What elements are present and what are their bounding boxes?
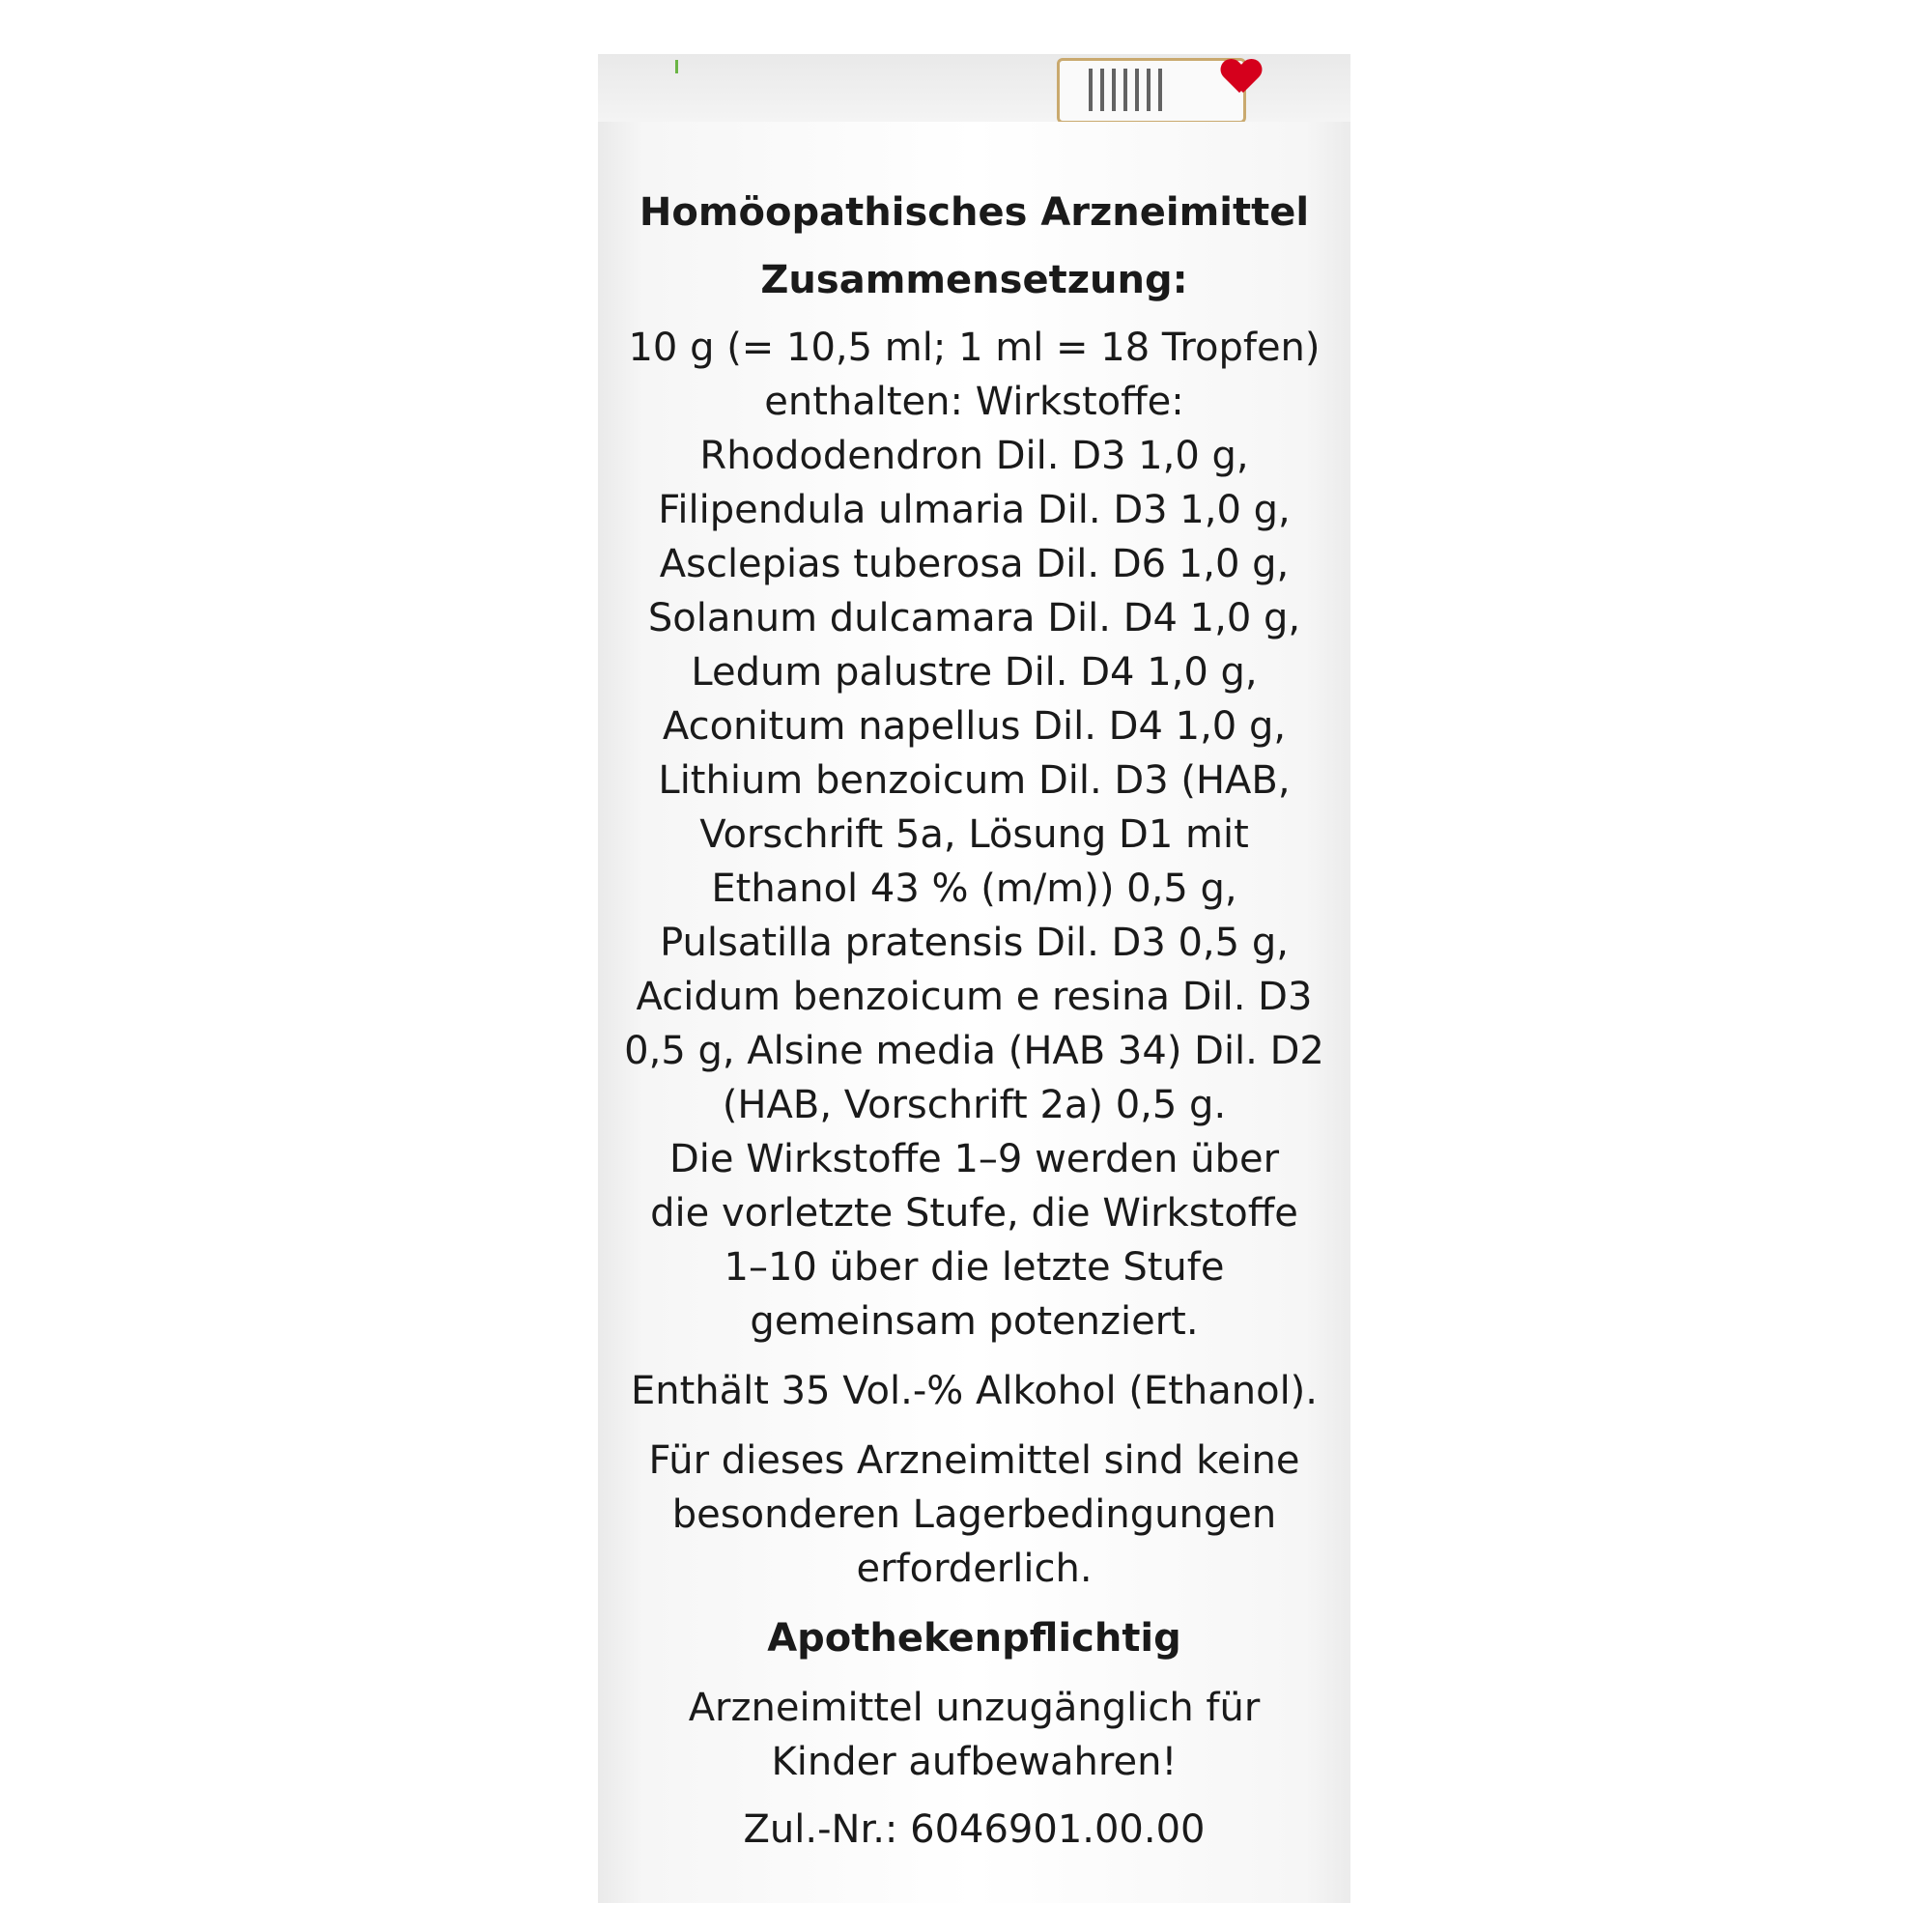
composition-line: die vorletzte Stufe, die Wirkstoffe (650, 1191, 1298, 1236)
alcohol-note: Enthält 35 Vol.-% Alkohol (Ethanol). (630, 1369, 1319, 1413)
children-line: Kinder aufbewahren! (771, 1740, 1178, 1784)
composition-line: Aconitum napellus Dil. D4 1,0 g, (662, 704, 1287, 749)
flap-badge (1057, 58, 1246, 122)
composition-line: Vorschrift 5a, Lösung D1 mit (699, 812, 1249, 857)
label-text-block (598, 185, 1350, 1857)
box-side-panel (598, 122, 1350, 1903)
storage-line: besonderen Lagerbedingungen (671, 1492, 1277, 1537)
composition-title: Zusammensetzung: (760, 258, 1188, 302)
heart-logo-icon (1222, 60, 1261, 95)
composition-line: Die Wirkstoffe 1–9 werden über (668, 1137, 1280, 1181)
composition-line: Ethanol 43 % (m/m)) 0,5 g, (711, 867, 1237, 911)
pharmacy-notice: Apothekenpflichtig (767, 1616, 1181, 1661)
composition-paragraph (598, 321, 1350, 1349)
composition-line: enthalten: Wirkstoffe: (764, 380, 1184, 424)
composition-line: 1–10 über die letzte Stufe (724, 1245, 1225, 1290)
box-top-flap (598, 54, 1350, 122)
composition-line: Acidum benzoicum e resina Dil. D3 (636, 975, 1313, 1019)
children-line: Arzneimittel unzugänglich für (688, 1686, 1261, 1730)
composition-line: Solanum dulcamara Dil. D4 1,0 g, (647, 596, 1301, 640)
registration-number: Zul.-Nr.: 6046901.00.00 (743, 1807, 1206, 1852)
composition-line: Ledum palustre Dil. D4 1,0 g, (691, 650, 1258, 695)
composition-line: Lithium benzoicum Dil. D3 (HAB, (658, 758, 1291, 803)
children-warning (598, 1681, 1350, 1789)
composition-line: 10 g (= 10,5 ml; 1 ml = 18 Tropfen) (628, 326, 1321, 370)
composition-line: gemeinsam potenziert. (750, 1299, 1199, 1344)
storage-paragraph (598, 1434, 1350, 1596)
storage-line: erforderlich. (856, 1547, 1093, 1591)
composition-line: Filipendula ulmaria Dil. D3 1,0 g, (658, 488, 1291, 532)
flap-green-mark (675, 60, 694, 73)
composition-line: Pulsatilla pratensis Dil. D3 0,5 g, (660, 921, 1289, 965)
composition-line: Rhododendron Dil. D3 1,0 g, (699, 434, 1249, 478)
composition-line: 0,5 g, Alsine media (HAB 34) Dil. D2 (624, 1029, 1324, 1073)
composition-line: (HAB, Vorschrift 2a) 0,5 g. (722, 1083, 1227, 1127)
flap-brand-text (780, 54, 1002, 122)
storage-line: Für dieses Arzneimittel sind keine (648, 1438, 1300, 1483)
composition-line: Asclepias tuberosa Dil. D6 1,0 g, (659, 542, 1290, 586)
heading: Homöopathisches Arzneimittel (639, 190, 1310, 235)
